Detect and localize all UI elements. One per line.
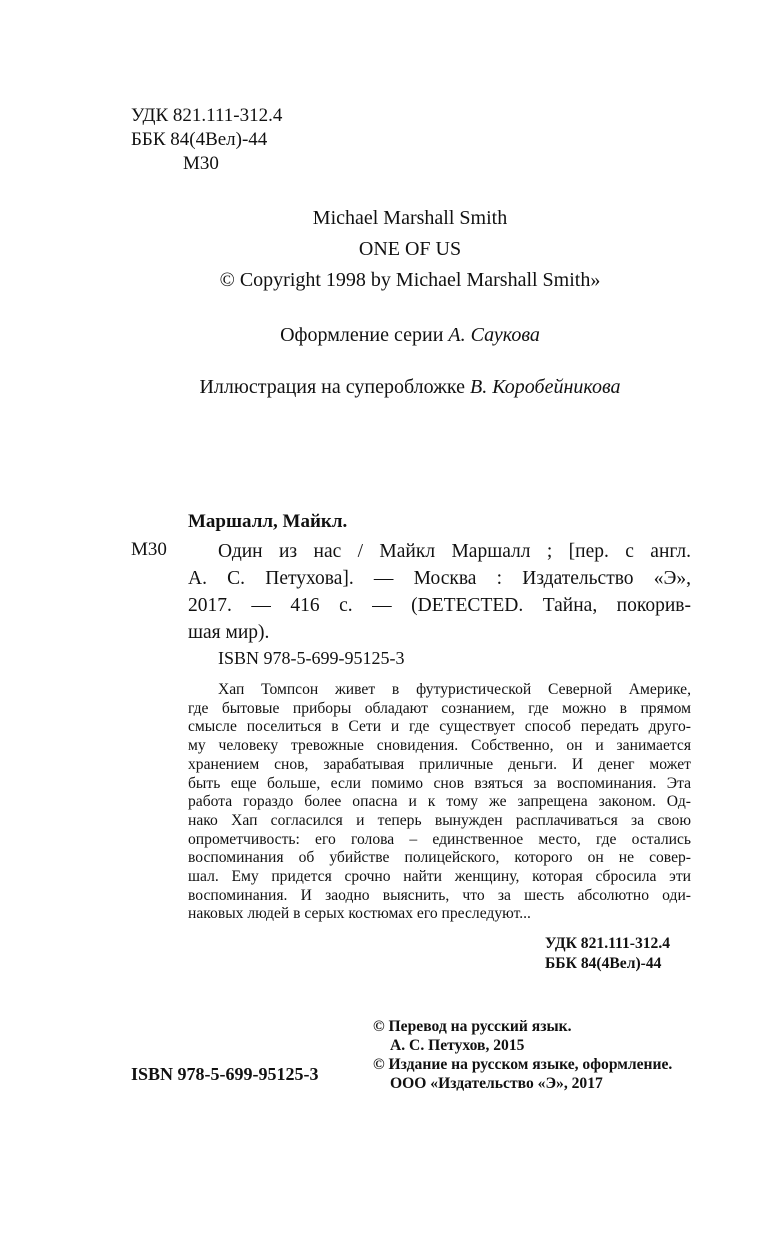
annotation (188, 681, 691, 924)
description-line: 2017. — 416 с. — (DETECTED. Тайна, покорив- (188, 595, 691, 616)
annotation-line: воспоминания. И заодно выяснить, что за шесть абсолютно оди- (188, 886, 691, 904)
annotation-line: воспоминания об убийстве полицейского, которого он не совер- (188, 849, 691, 867)
edition-copyright: © Издание на русском языке, оформление. (373, 1056, 673, 1073)
udk-code: УДК 821.111-312.4 (131, 105, 283, 126)
description-line: шая мир). (188, 622, 270, 643)
classification-block (131, 104, 282, 176)
series-design-name: А. Саукова (448, 324, 540, 346)
translation-copyright-holder: А. С. Петухов, 2015 (390, 1037, 525, 1054)
copyright-notices (373, 1017, 672, 1093)
annotation-line: шал. Ему придется срочно найти женщину, которая сбросила эти (188, 868, 691, 886)
bbk-code: ББК 84(4Вел)-44 (131, 129, 268, 150)
annotation-line: где бытовые приборы обладают сознанием, где можно в прямом (188, 699, 691, 717)
record-author-mark: М30 (131, 539, 167, 560)
author-heading: Маршалл, Майкл. (188, 511, 348, 532)
illustration-label: Иллюстрация на суперобложке (199, 376, 466, 398)
description-line: А. С. Петухова]. — Москва : Издательство «Э», (188, 568, 691, 589)
series-design-label: Оформление серии (280, 324, 444, 346)
annotation-line: быть еще больше, если помимо снов взяться за воспоминания. Эта (188, 774, 691, 792)
author-mark: М30 (183, 153, 219, 174)
original-edition-block (130, 203, 690, 296)
annotation-line: нако Хап согласился и теперь вынужден расплачиваться за свою (188, 811, 691, 829)
annotation-line: му человеку тревожные сновидения. Собственно, он и занимается (188, 737, 691, 755)
annotation-line: смысле поселиться в Сети и где существует способ передать друго- (188, 718, 691, 736)
translation-copyright: © Перевод на русский язык. (373, 1018, 572, 1035)
annotation-line: Хап Томпсон живет в футуристической Северной Америке, (218, 681, 691, 698)
illustration-name: В. Коробейникова (470, 376, 621, 398)
series-design-credit (130, 324, 690, 347)
description-line: Один из нас / Майкл Маршалл ; [пер. с англ. (218, 541, 691, 562)
bbk-code-bottom: ББК 84(4Вел)-44 (545, 955, 662, 972)
illustration-credit (130, 376, 690, 399)
isbn-bottom: ISBN 978-5-699-95125-3 (131, 1064, 319, 1084)
edition-copyright-holder: ООО «Издательство «Э», 2017 (390, 1075, 603, 1092)
udk-code-bottom: УДК 821.111-312.4 (545, 935, 671, 952)
annotation-line: наковых людей в серых костюмах его преследуют... (188, 905, 531, 923)
isbn-record: ISBN 978-5-699-95125-3 (218, 648, 405, 668)
original-title: ONE OF US (358, 238, 462, 260)
original-author: Michael Marshall Smith (312, 207, 508, 229)
classification-bottom (545, 934, 670, 974)
annotation-line: хранением снов, зарабатывая приличные деньги. И денег может (188, 755, 691, 773)
original-copyright: © Copyright 1998 by Michael Marshall Smith» (219, 269, 601, 291)
annotation-line: работа гораздо более опасна и к тому же запрещена законом. Од- (188, 793, 691, 811)
annotation-line: опрометчивость: его голова – единственное место, где остались (188, 830, 691, 848)
bibliographic-description (188, 538, 691, 646)
